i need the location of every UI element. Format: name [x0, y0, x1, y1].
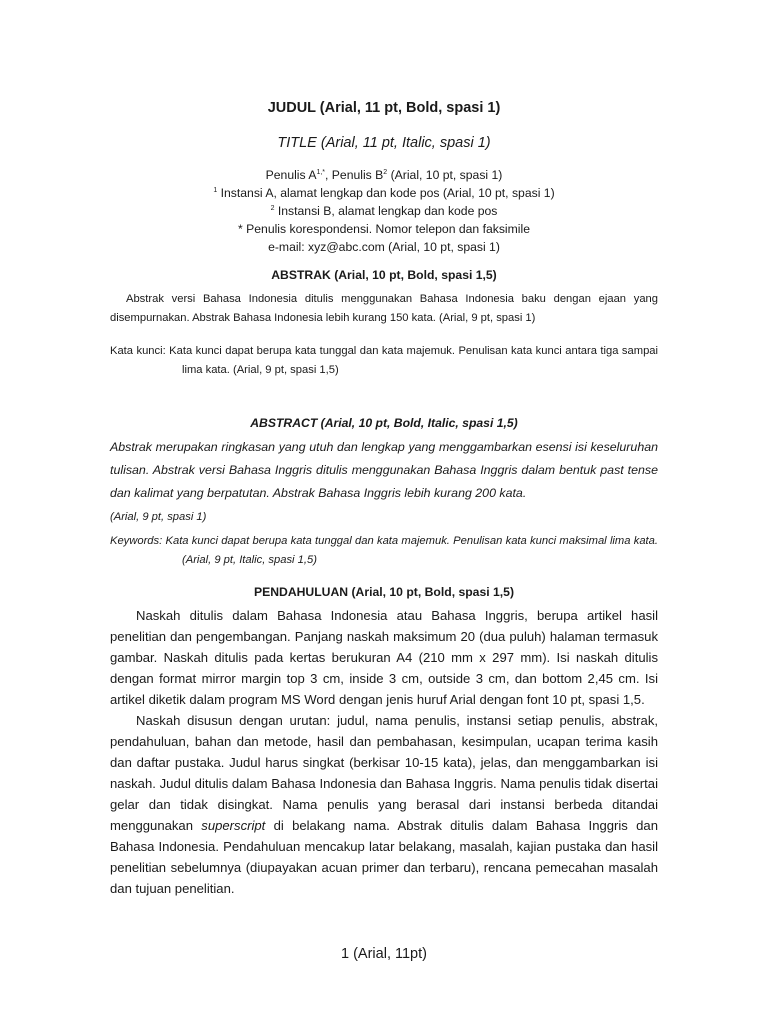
email-line: e-mail: xyz@abc.com (Arial, 10 pt, spasi 1)	[268, 240, 500, 254]
pendahuluan-paragraph-2	[110, 710, 658, 899]
abstract-text: Abstrak merupakan ringkasan yang utuh dan lengkap yang menggambarkan esensi isi keseluruhan tulisan. Abstrak versi Bahasa Inggris ditulis menggunakan Bahasa Inggris dalam bentuk past tense dan kalimat yang berpatutan. Abstrak Bahasa Inggris lebih kurang 200 kata.	[110, 440, 658, 500]
pendahuluan-heading: PENDAHULUAN (Arial, 10 pt, Bold, spasi 1,5)	[253, 585, 515, 599]
author-a: Penulis A	[265, 168, 317, 182]
paper-subtitle: TITLE (Arial, 11 pt, Italic, spasi 1)	[277, 135, 491, 151]
institution-a	[0, 184, 768, 202]
author-line	[0, 166, 768, 184]
kata-kunci: Kata kunci: Kata kunci dapat berupa kata tunggal dan kata majemuk. Penulisan kata kunci antara tiga sampai lima kata. (Arial, 9 pt, spasi 1,5)	[110, 345, 658, 376]
author-b-superscript: 2	[383, 169, 388, 176]
institution-a-text: Instansi A, alamat lengkap dan kode pos (Arial, 10 pt, spasi 1)	[217, 186, 555, 200]
paper-title: JUDUL (Arial, 11 pt, Bold, spasi 1)	[267, 100, 501, 116]
keywords: Keywords: Kata kunci dapat berupa kata tunggal dan kata majemuk. Penulisan kata kunci maksimal lima kata. (Arial, 9 pt, Italic, spasi 1,5)	[110, 535, 658, 566]
institution-a-superscript: 1	[213, 187, 218, 194]
institution-b	[0, 202, 768, 220]
paragraph-2-text-a: Naskah disusun dengan urutan: judul, nama penulis, instansi setiap penulis, abstrak, pendahuluan, bahan dan metode, hasil dan pembahasan, kesimpulan, ucapan terima kasih dan daftar pustaka. Judul harus singkat (berkisar 10-15 kata), jelas, dan menggambarkan isi naskah. Judul ditulis dalam Bahasa Indonesia dan Bahasa Inggris. Nama penulis tidak disertai gelar dan tidak disingkat. Nama penulis yang berasal dari instansi berbeda ditandai menggunakan	[110, 713, 658, 833]
author-block	[0, 166, 768, 256]
correspondence-line: * Penulis korespondensi. Nomor telepon dan faksimile	[238, 222, 530, 236]
institution-b-text: Instansi B, alamat lengkap dan kode pos	[274, 204, 498, 218]
page-number: 1 (Arial, 11pt)	[341, 946, 427, 962]
institution-b-superscript: 2	[270, 205, 275, 212]
abstract-body	[110, 436, 658, 529]
author-b: , Penulis B	[325, 168, 384, 182]
pendahuluan-paragraph-1: Naskah ditulis dalam Bahasa Indonesia atau Bahasa Inggris, berupa artikel hasil penelitian dan pengembangan. Panjang naskah maksimum 20 (dua puluh) halaman termasuk gambar. Naskah ditulis pada kertas berukuran A4 (210 mm x 297 mm). Isi naskah ditulis dengan format mirror margin top 3 cm, inside 3 cm, outside 3 cm, dan bottom 2,45 cm. Isi artikel diketik dalam program MS Word dengan jenis huruf Arial dengan font 10 pt, spasi 1,5.	[110, 608, 658, 707]
author-a-superscript: 1,*	[316, 169, 326, 176]
superscript-term: superscript	[201, 818, 266, 833]
abstract-heading: ABSTRACT (Arial, 10 pt, Bold, Italic, spasi 1,5)	[250, 416, 518, 430]
paragraph-2-text-b: di belakang nama. Abstrak ditulis dalam Bahasa Inggris dan Bahasa Indonesia. Pendahuluan mencakup latar belakang, masalah, kajian pustaka dan hasil penelitian sebelumnya (diupayakan acuan primer dan terbaru), rencana pemecahan masalah dan tujuan penelitian.	[110, 818, 658, 896]
author-format-note: (Arial, 10 pt, spasi 1)	[387, 168, 503, 182]
abstrak-heading: ABSTRAK (Arial, 10 pt, Bold, spasi 1,5)	[271, 268, 497, 282]
abstract-format-note: (Arial, 9 pt, spasi 1)	[110, 511, 207, 523]
abstrak-body: Abstrak versi Bahasa Indonesia ditulis menggunakan Bahasa Indonesia baku dengan ejaan yang disempurnakan. Abstrak Bahasa Indonesia lebih kurang 150 kata. (Arial, 9 pt, spasi 1)	[110, 293, 658, 324]
